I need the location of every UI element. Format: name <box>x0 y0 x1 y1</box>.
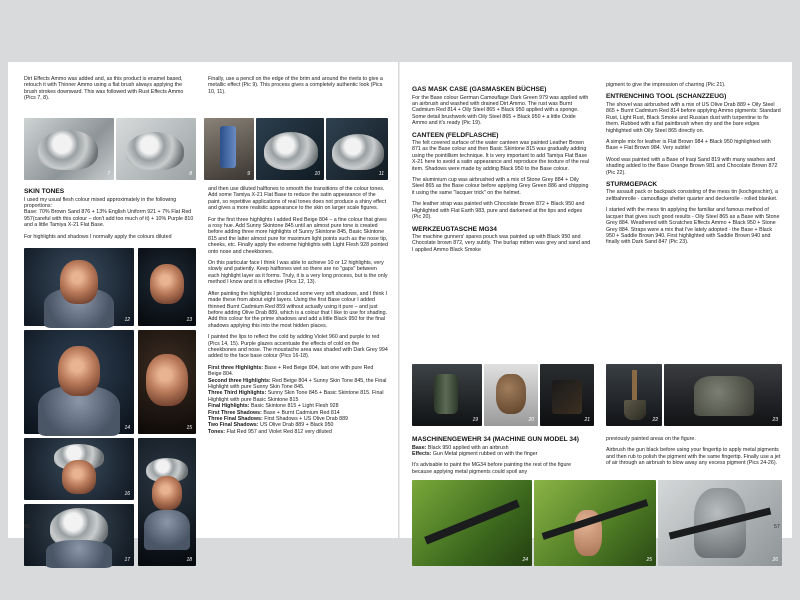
pic-19 <box>412 364 482 426</box>
shovel-blade-image <box>624 400 646 420</box>
first-highlights-paragraph: For the first three highlights I added Red Beige 804 – a fine colour that gives a rosy hue. Add Sunny Skintone 845 until an almost pure tone is created before adding three more highlights of Sunny Skintone 845, Basic Skintone 815 and the latter almost pure for maximum light points such as the nose tip, cheeks, etc. Finally apply the extreme highlights with Light Flesh 928 pointed onto nose and cheekbones. <box>208 216 388 255</box>
page-number: 57 <box>773 524 780 530</box>
machine-gun-image <box>424 500 520 545</box>
mg34-advice-paragraph: It's advisable to paint the MG34 before painting the rest of the figure because applying metal pigments could spoil any <box>412 462 572 475</box>
mg34-section <box>412 432 592 480</box>
shadows-paragraph: After painting the highlights I produced some very soft shadows, and I think I made these from about eight layers. Using the first Base colour I added thinned Burnt Cadmium Red 859 without actually using it pure – and just before adding Olive Drab 889, which is a colour that I like to use for shading. Add this colour for the prime shadows and add a little Black 950 for the final shadows applying this into the most hidden places. <box>208 290 388 329</box>
pencil-image <box>220 126 236 168</box>
pic-number: 9 <box>247 171 250 177</box>
canteen-image <box>496 374 526 414</box>
assault-pack-paragraph: The assault pack or backpack consisting of the mess tin (kochgeschirr), a zeltbahnrolle - camouflage shelter quarter and deckerolle - rolled blanket. <box>606 189 778 202</box>
left-page <box>8 62 400 563</box>
helmet-image <box>126 132 184 170</box>
face-image <box>62 460 96 494</box>
pic-number: 23 <box>772 417 778 423</box>
skin-base-paragraph: Base: 70% Brown Sand 876 + 13% English Uniform 921 + 7% Flat Red 957(careful with this colour – don't add too much of it) + 10% Purple 810 and a little Tamiya X-21 Flat Base. <box>24 209 194 229</box>
pic-26 <box>658 480 782 566</box>
entrenching-tool-heading: ENTRENCHING TOOL (SCHANZZEUG) <box>606 93 727 101</box>
pencil-paragraph: Finally, use a pencil on the edge of the brim and around the rivets to give a metallic effect (Pic 9). This process gives a completely authentic look (Pics 10, 11). <box>208 76 383 95</box>
mg34-effects: Effects: Gun Metal pigment rubbed on with the finger <box>412 450 538 457</box>
pic-number: 14 <box>124 425 130 431</box>
pic-number: 8 <box>189 171 192 177</box>
right-page <box>400 62 792 563</box>
sturmgepack-heading: STURMGEPACK <box>606 180 658 188</box>
pic-number: 11 <box>378 171 384 177</box>
list-item: Tones: Flat Red 957 and Violet Red 812 very diluted <box>208 428 332 435</box>
mg34-continued <box>606 436 782 472</box>
mg34-pouch-paragraph: The machine gunners' spares pouch was painted up with Black 950 and Chocolate brown 872, very subtly. The burlap mitten was grey and sand and I applied Ammo Black Smoke <box>412 234 591 253</box>
skin-paragraph: I used my usual flesh colour mixed approximately in the following proportions: <box>24 196 177 209</box>
gas-mask-paragraph: For the Base colour German Camouflage Dark Green 979 was applied with an airbrush and washed with drained Dirt Ammo. The rust was Burnt Cadmium Red 814 + Oily Steel 865 + Black 950 applied with a sponge. Some detail brushwork with Oily Steel 865 + Black 950 + a little Oxide Ammo and it's ready (Pic 19). <box>412 94 589 127</box>
pic-number: 10 <box>314 171 320 177</box>
pic-7 <box>24 118 114 180</box>
pic-number: 12 <box>124 317 130 323</box>
pic-23 <box>664 364 782 426</box>
pic-number: 17 <box>124 557 130 563</box>
airbrush-paragraph: Airbrush the gun black before using your fingertip to apply metal pigments and then rub to polish the pigment with the same fingertip. Finally use a jet of air through an airbrush to blow away any excess pigment (Pics 24-26). <box>606 447 781 467</box>
canteen-heading: CANTEEN (FELDFLASCHE) <box>412 131 499 139</box>
backpack-image <box>694 376 754 416</box>
list-item: Three Third Highlights: Sunny Skin Tone 845 + Basic Skintone 815. Final Highlight with pure Basic Skintone 815 <box>208 390 384 403</box>
pic-15 <box>138 330 196 434</box>
pic-9 <box>204 118 254 180</box>
helmet-image <box>38 130 98 170</box>
face-image <box>152 476 182 510</box>
pic-number: 25 <box>646 557 652 563</box>
page-number: 56 <box>24 524 31 530</box>
pic-17 <box>24 504 134 566</box>
right-col1 <box>412 82 592 258</box>
pic-number: 24 <box>522 557 528 563</box>
skin-tones-section <box>24 184 196 245</box>
face-image <box>60 260 98 304</box>
lips-paragraph: I painted the lips to reflect the cold by adding Violet 960 and purple to red (Pics 14, 15). Purple glazes accentuate the effects of cold on the cheekbones and nose. The moustache area was shaded with Dark Grey 994 added to the face base colour (Pics 16-18). <box>208 334 388 360</box>
pic-25 <box>534 480 656 566</box>
pic-number: 7 <box>107 171 110 177</box>
face-image <box>150 264 184 304</box>
shovel-handle-image <box>632 370 637 404</box>
charring-paragraph: pigment to give the impression of charring (Pic 21). <box>606 82 726 88</box>
helmet-image <box>264 132 318 170</box>
mess-tin-paragraph: I started with the mess tin applying the familiar and famous method of lacquer that gives such good results - Oily Steel 865 as a Base with Stone Grey 884. Weathered with Scratches Effects Ammo + Black 950 + Stone Grey 884. Straps were a mix that I've lately adopted - the Base + Black 950 + Saddle Brown 940. First highlighted with Saddle Brown 940 and finally with Dark Sand 847 (Pic 23). <box>606 207 780 246</box>
aluminium-cup-paragraph: The aluminium cup was airbrushed with a mix of Stone Grey 884 + Oily Steel 865 as the Base colour before applying Grey Green 886 and chipping it using the same "lacquer trick" on the helmet. <box>412 177 589 196</box>
left-col1-top <box>24 76 196 107</box>
shovel-paragraph: The shovel was airbrushed with a mix of US Olive Drab 889 + Oily Steel 865 + Burnt Cadmium Red 814 before applying Ammo pigments: Standard Rust, Light Rust, Black Smoke and Russian dust with turpentine to fix them. Rubbed with a flat paintbrush when dry and the bare edges highlighted with Oily Steel 865 directly on. <box>606 101 781 134</box>
highlights-paragraph: For highlights and shadows I normally apply the colours diluted <box>24 233 172 240</box>
list-item: First three Highlights: Base + Red Beige 804, last one with pure Red Beige 804. <box>208 364 374 378</box>
pic-14 <box>24 330 134 434</box>
helmet-image <box>332 134 384 170</box>
face-image <box>146 354 188 406</box>
mg34-pouch-heading: WERKZEUGTASCHE MG34 <box>412 225 497 233</box>
list-item: Second three Highlights: Red Beige 804 + Sunny Skin Tone 845, the Final Highlight with pure Sunny Skin Tone 845. <box>208 377 387 390</box>
list-item: Three Final Shadows: First Shadows + US Olive Drab 889 <box>208 416 348 422</box>
face-image <box>58 346 100 396</box>
pic-22 <box>606 364 662 426</box>
pic-24 <box>412 480 532 566</box>
list-item: First Three Shadows: Base + Burnt Cadmium Red 814 <box>208 409 340 416</box>
pic-number: 16 <box>124 491 130 497</box>
pic-11 <box>326 118 388 180</box>
canteen-paragraph: The felt covered surface of the water canteen was painted Leather Brown 871 as the Base colour and then Basic Skintone 815 was gradually adding using the pointillism technique. It is very important to add Tamiya Flat Base X-21 here to avoid a satin appearance and reproduce the texture of the real item. Shadows were made by adding Black 950 to the Base colour. <box>412 140 589 172</box>
gas-mask-heading: GAS MASK CASE (GASMASKEN BÜCHSE) <box>412 86 547 93</box>
pic-20 <box>484 364 538 426</box>
pic-18 <box>138 438 196 566</box>
pic-13 <box>138 248 196 326</box>
scarf-image <box>144 510 190 550</box>
pic-21 <box>540 364 594 426</box>
left-col2-main <box>208 186 388 440</box>
pic-number: 20 <box>528 417 534 423</box>
pic-number: 22 <box>652 417 658 423</box>
wood-paragraph: Wood was painted with a Base of Iraqi Sand 819 with many washes and shading added to the Base Orange Brown 981 and Chocolate Brown 872 (Pic 22). <box>606 156 778 176</box>
pic-number: 21 <box>584 417 590 423</box>
pic-16 <box>24 438 134 500</box>
pic-number: 13 <box>186 317 192 323</box>
pic-number: 18 <box>186 557 192 563</box>
pic-number: 15 <box>186 425 192 431</box>
mg34-base: Base: Black 950 applied with an airbrush <box>412 444 509 451</box>
intro-paragraph: Dirt Effects Ammo was added and, as this product is enamel based, retouch it with Thinner Ammo using a flat brush always applying the brush strokes downward. This was followed with Rust Effects Ammo (Pics 7, 8). <box>24 76 184 102</box>
gas-mask-can-image <box>434 374 458 414</box>
previously-painted-paragraph: previously painted areas on the figure. <box>606 436 696 442</box>
twelve-highlights-paragraph: On this particular face I think I was able to achieve 10 or 12 highlights, very slowly and patiently. Keep halftones wet so there are no "gaps" between each highlight layer as it forms. Truly, it is a very long process, but is the only method I know and it is effective (Pics 12, 13). <box>208 260 388 286</box>
leather-strap-paragraph: The leather strap was painted with Chocolate Brown 872 + Black 950 and Highlighted with Flat Earth 983, pure and darkened at the tips and edges (Pic 20). <box>412 201 585 221</box>
list-item: Two Final Shadows: US Olive Drab 889 + Black 950 <box>208 422 334 429</box>
scarf-image <box>46 540 112 568</box>
pic-number: 26 <box>772 557 778 563</box>
pouch-image <box>552 380 582 414</box>
leather-paragraph: A simple mix for leather is Flat Brown 984 + Black 950 highlighted with Base + Flat Brown 984. Very subtle! <box>606 138 771 152</box>
halftones-paragraph: and then use diluted halftones to smooth the transitions of the colour tones. Add some Tamiya X-21 Flat Base to reduce the satin appearance of the paint, so repetitive applications of real tones does not produce a shiny effect and gives a more realistic appearance to the skin on larger scale figures. <box>208 186 387 212</box>
pic-number: 19 <box>472 417 478 423</box>
skin-tones-heading: SKIN TONES <box>24 188 65 195</box>
highlight-list <box>208 365 388 435</box>
mg34-heading: MASCHINENGEWEHR 34 (MACHINE GUN MODEL 34) <box>412 436 579 443</box>
pic-12 <box>24 248 134 326</box>
pic-10 <box>256 118 324 180</box>
pic-8 <box>116 118 196 180</box>
right-col2 <box>606 82 782 251</box>
left-col2-top <box>208 76 386 100</box>
list-item: Final Highlights: Basic Skintone 815 + Light Flesh 928 <box>208 403 339 410</box>
